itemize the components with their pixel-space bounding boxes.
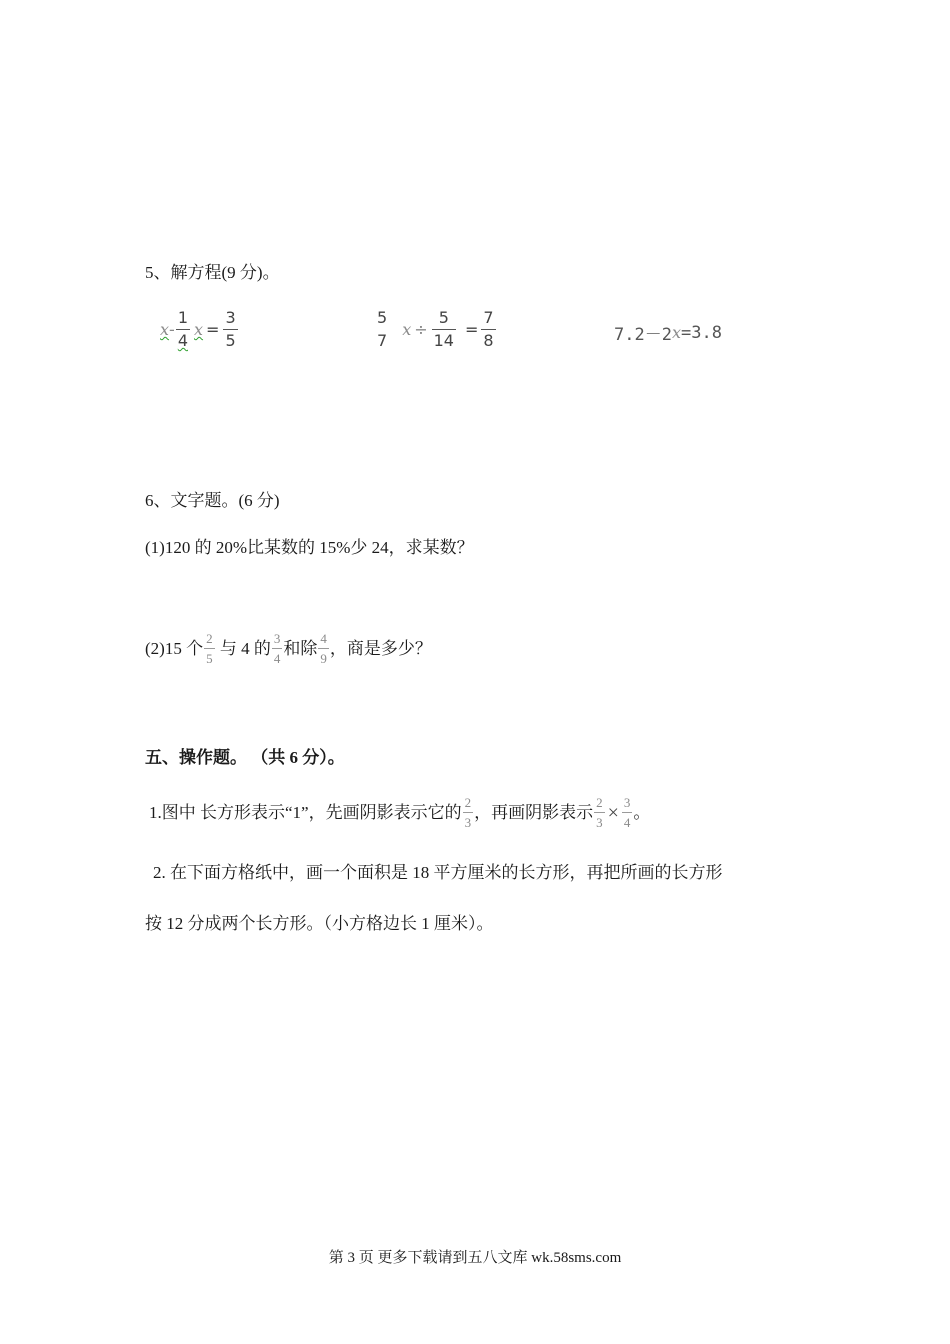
- page-footer: 第 3 页 更多下载请到五八文库 wk.58sms.com: [328, 1250, 622, 1266]
- eq2-divide: ÷: [414, 320, 428, 339]
- eq1-f2-denominator: 5: [225, 331, 236, 350]
- eq2-fraction-1: [375, 310, 389, 349]
- eq3-left: 7.2－2: [614, 325, 672, 345]
- op1-f2-numerator: 2: [596, 795, 603, 810]
- q2-suffix: ，商是多少？: [329, 638, 432, 658]
- operations-item-1: [149, 796, 650, 829]
- eq1-fraction-2: [223, 310, 237, 349]
- q2-f3-numerator: 4: [320, 631, 327, 646]
- q2-fraction-1: [204, 632, 215, 665]
- op1-mid: ，再画阴影表示: [474, 802, 594, 822]
- op1-f3-denominator: 4: [622, 812, 633, 829]
- eq3-right: =3.8: [680, 322, 722, 343]
- op1-f1-numerator: 2: [464, 795, 472, 810]
- op1-f1-denominator: 3: [463, 812, 474, 829]
- eq1-variable: x: [160, 320, 170, 339]
- op1-fraction-2: [594, 796, 605, 829]
- question-1: (1)120 的 20%比某数的 15%少 24，求某数？: [145, 538, 474, 557]
- eq2-equals: =: [464, 320, 479, 339]
- operations-heading: 五、操作题。 （共 6 分）。: [145, 748, 345, 767]
- q2-f2-denominator: 4: [272, 648, 283, 665]
- section-5-heading: 5、解方程(9 分)。: [145, 263, 280, 282]
- eq1-f2-numerator: 3: [225, 308, 236, 327]
- q2-mid2: 和除: [283, 638, 318, 658]
- eq2-f2-denominator: 14: [433, 331, 454, 350]
- op1-fraction-3: [622, 796, 633, 829]
- section-6-heading: 6、文字题。(6 分): [145, 491, 280, 510]
- eq1-f1-numerator: 1: [177, 308, 188, 327]
- equation-2: [374, 310, 497, 349]
- q2-f3-denominator: 9: [318, 648, 329, 665]
- eq1-variable-2: x: [194, 320, 204, 339]
- eq2-f2-numerator: 5: [438, 308, 449, 327]
- q2-prefix: (2)15 个: [145, 638, 204, 658]
- eq1-minus: -: [169, 320, 175, 339]
- op1-times: ×: [607, 801, 619, 824]
- q2-f2-numerator: 3: [273, 631, 281, 646]
- eq2-fraction-3: [481, 310, 495, 349]
- op1-f2-denominator: 3: [594, 812, 605, 829]
- eq2-f3-numerator: 7: [483, 308, 494, 327]
- eq1-equals: =: [206, 320, 220, 339]
- op1-f3-numerator: 3: [623, 795, 631, 810]
- eq2-f1-denominator: 7: [377, 331, 388, 350]
- op1-suffix: 。: [633, 802, 651, 822]
- q2-mid: 与 4 的: [215, 638, 271, 658]
- eq2-f3-denominator: 8: [483, 331, 494, 350]
- eq1-fraction-1: [176, 310, 190, 349]
- q2-f1-numerator: 2: [206, 631, 213, 646]
- op1-fraction-1: [463, 796, 474, 829]
- q2-fraction-3: [318, 632, 329, 665]
- operations-item-2-line-1: 2. 在下面方格纸中，画一个面积是 18 平方厘米的长方形，再把所画的长方形: [153, 863, 723, 882]
- equation-1: [160, 310, 239, 349]
- eq3-variable: x: [671, 323, 681, 342]
- question-2: [145, 632, 432, 665]
- eq2-variable: x: [402, 320, 412, 339]
- q2-f1-denominator: 5: [204, 648, 215, 665]
- op1-prefix: 1.图中 长方形表示“1”，先画阴影表示它的: [149, 802, 462, 822]
- equation-3: [614, 320, 722, 345]
- eq2-fraction-2: [432, 310, 456, 349]
- q2-fraction-2: [272, 632, 283, 665]
- operations-item-2-line-2: 按 12 分成两个长方形。（小方格边长 1 厘米）。: [145, 914, 494, 933]
- eq1-f1-denominator: 4: [177, 331, 188, 350]
- eq2-f1-numerator: 5: [377, 308, 388, 327]
